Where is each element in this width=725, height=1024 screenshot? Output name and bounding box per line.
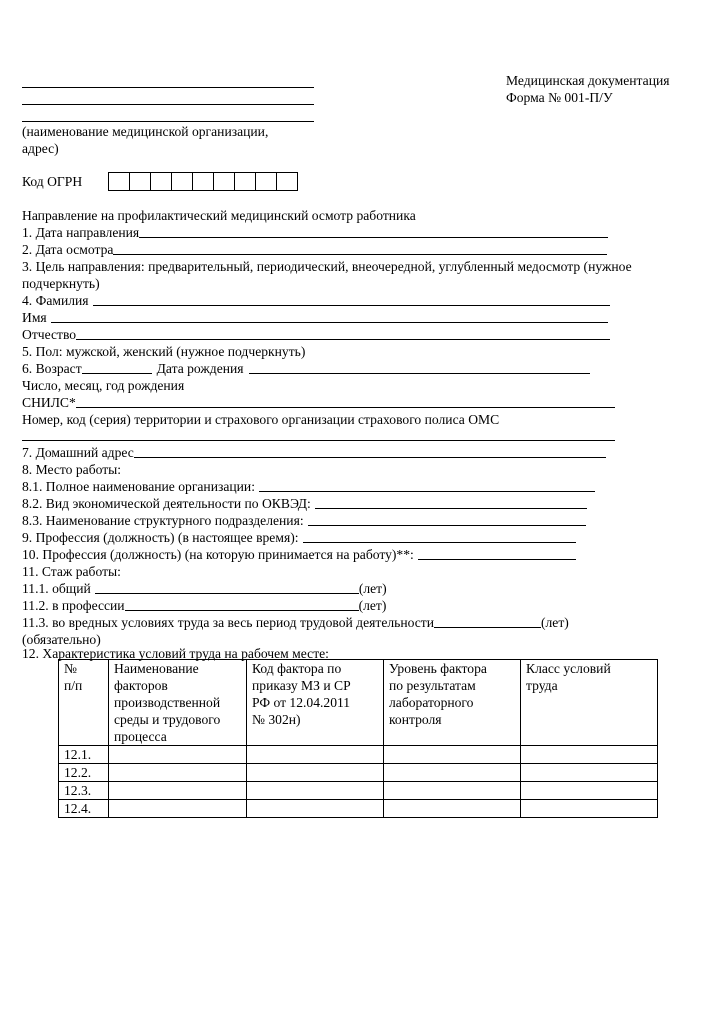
ogrn-cell[interactable] bbox=[171, 173, 192, 190]
ogrn-cell[interactable] bbox=[213, 173, 234, 190]
field-purpose-note: подчеркнуть) bbox=[22, 276, 100, 291]
field-okved[interactable]: 8.2. Вид экономической деятельности по ОКВЭД: bbox=[22, 495, 587, 512]
form-number: Форма № 001-П/У bbox=[506, 90, 613, 105]
table-row[interactable]: 12.1. bbox=[59, 746, 658, 764]
ogrn-cell[interactable] bbox=[234, 173, 255, 190]
field-current-position[interactable]: 9. Профессия (должность) (в настоящее время): bbox=[22, 529, 576, 546]
field-sex: 5. Пол: мужской, женский (нужное подчеркнуть) bbox=[22, 344, 306, 359]
col-condition-class: Класс условий труда bbox=[521, 660, 658, 746]
col-factor-level: Уровень фактора по результатам лабораторного контроля bbox=[384, 660, 521, 746]
table-row[interactable]: 12.2. bbox=[59, 764, 658, 782]
table-row[interactable]: 12.4. bbox=[59, 800, 658, 818]
field-exam-date[interactable]: 2. Дата осмотра bbox=[22, 241, 607, 258]
field-home-address[interactable]: 7. Домашний адрес bbox=[22, 444, 606, 461]
ogrn-label: Код ОГРН bbox=[22, 174, 83, 189]
field-name[interactable]: Имя bbox=[22, 309, 608, 326]
oms-line[interactable] bbox=[22, 440, 615, 441]
table-row[interactable]: 12.3. bbox=[59, 782, 658, 800]
org-caption-2: адрес) bbox=[22, 141, 59, 156]
ogrn-cell[interactable] bbox=[129, 173, 150, 190]
field-new-position[interactable]: 10. Профессия (должность) (на которую принимается на работу)**: bbox=[22, 546, 576, 563]
col-factor-name: Наименование факторов производственной среды и трудового процесса bbox=[109, 660, 247, 746]
table-header-row bbox=[59, 660, 658, 746]
field-org-name[interactable]: 8.1. Полное наименование организации: bbox=[22, 478, 595, 495]
ogrn-input[interactable] bbox=[108, 172, 298, 191]
ogrn-cell[interactable] bbox=[255, 173, 276, 190]
org-line-2 bbox=[22, 104, 314, 105]
field-experience-profession[interactable]: 11.2. в профессии (лет) bbox=[22, 598, 387, 613]
org-line-3 bbox=[22, 121, 314, 122]
col-number: № п/п bbox=[59, 660, 109, 746]
doc-type: Медицинская документация bbox=[506, 73, 670, 88]
col-factor-code: Код фактора по приказу МЗ и СР РФ от 12.04.2011 № 302н) bbox=[247, 660, 384, 746]
field-department[interactable]: 8.3. Наименование структурного подразделения: bbox=[22, 512, 586, 529]
field-purpose: 3. Цель направления: предварительный, периодический, внеочередной, углубленный медосмотр (нужное bbox=[22, 259, 632, 274]
field-conditions: 12. Характеристика условий труда на рабочем месте: bbox=[22, 646, 329, 661]
field-dob: Число, месяц, год рождения bbox=[22, 378, 185, 393]
field-experience-total[interactable]: 11.1. общий (лет) bbox=[22, 581, 387, 596]
field-experience: 11. Стаж работы: bbox=[22, 564, 121, 579]
field-patronymic[interactable]: Отчество bbox=[22, 326, 610, 343]
ogrn-cell[interactable] bbox=[192, 173, 213, 190]
field-referral-date[interactable]: 1. Дата направления bbox=[22, 224, 608, 241]
field-age[interactable]: 6. Возраст Дата рождения bbox=[22, 360, 590, 377]
field-mandatory: (обязательно) bbox=[22, 632, 101, 647]
form-header bbox=[506, 72, 670, 106]
ogrn-cell[interactable] bbox=[109, 173, 129, 190]
field-surname[interactable]: 4. Фамилия bbox=[22, 292, 610, 309]
ogrn-cell[interactable] bbox=[276, 173, 297, 190]
org-caption-1: (наименование медицинской организации, bbox=[22, 124, 269, 139]
field-experience-hazardous[interactable]: 11.3. во вредных условиях труда за весь период трудовой деятельности (лет) bbox=[22, 615, 569, 630]
org-line-1 bbox=[22, 87, 314, 88]
field-snils[interactable]: СНИЛС* bbox=[22, 394, 615, 411]
ogrn-cell[interactable] bbox=[150, 173, 171, 190]
field-oms: Номер, код (серия) территории и страхового организации страхового полиса ОМС bbox=[22, 412, 500, 427]
document-title: Направление на профилактический медицинский осмотр работника bbox=[22, 208, 416, 223]
field-workplace: 8. Место работы: bbox=[22, 462, 122, 477]
work-conditions-table bbox=[58, 659, 658, 818]
